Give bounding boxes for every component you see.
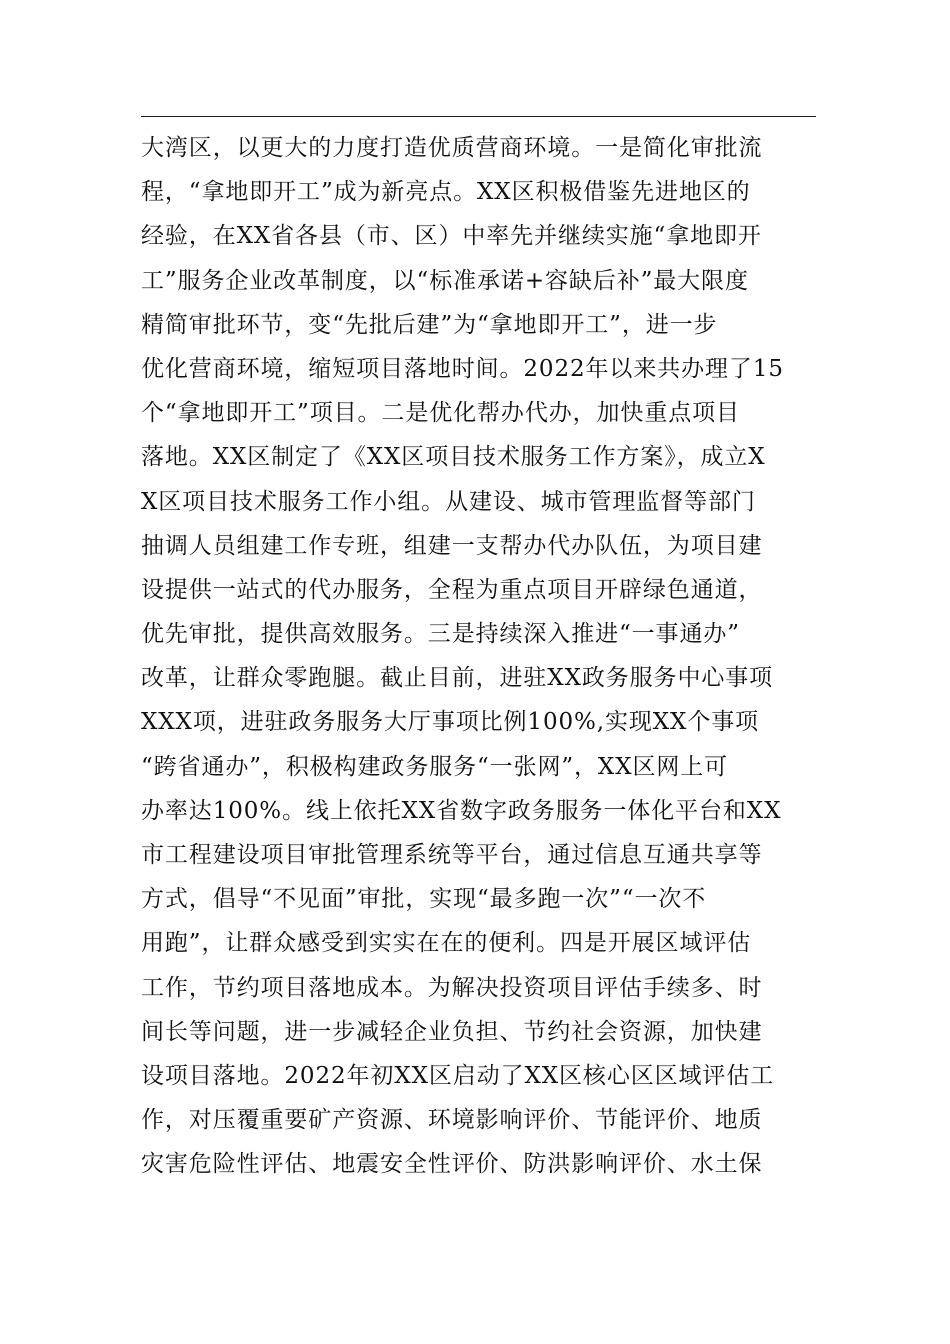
text-line: 办率达100%。线上依托XX省数字政务服务一体化平台和XX (141, 797, 782, 824)
text-line: 间长等问题，进一步减轻企业负担、节约社会资源，加快建 (141, 1018, 763, 1045)
body-text (141, 126, 831, 1187)
text-line: 精简审批环节，变“先批后建”为“拿地即开工”，进一步 (141, 311, 718, 338)
text-line: 市工程建设项目审批管理系统等平台，通过信息互通共享等 (141, 842, 763, 868)
text-line: 灾害危险性评估、地震安全性评价、防洪影响评价、水土保 (141, 1151, 763, 1178)
text-line: 用跑”，让群众感受到实实在在的便利。四是开展区域评估 (141, 930, 752, 957)
text-line: 设项目落地。2022年初XX区启动了XX区核心区区域评估工 (141, 1062, 775, 1089)
text-line: X区项目技术服务工作小组。从建设、城市管理监督等部门 (141, 488, 756, 515)
text-line: 经验，在XX省各县（市、区）中率先并继续实施“拿地即开 (141, 223, 762, 250)
text-line: 大湾区，以更大的力度打造优质营商环境。一是简化审批流 (141, 135, 763, 161)
text-line: 工”服务企业改革制度，以“标准承诺+容缺后补”最大限度 (141, 267, 749, 294)
text-line: 作，对压覆重要矿产资源、环境影响评价、节能评价、地质 (141, 1107, 763, 1134)
text-line: XXX项，进驻政务服务大厅事项比例100%,实现XX个事项 (141, 709, 760, 736)
text-line: 方式，倡导“不见面”审批，实现“最多跑一次”“一次不 (141, 886, 707, 913)
text-line: 设提供一站式的代办服务，全程为重点项目开辟绿色通道， (141, 576, 763, 603)
text-line: 个“拿地即开工”项目。二是优化帮办代办，加快重点项目 (141, 400, 740, 427)
text-line: 程，“拿地即开工”成为新亮点。XX区积极借鉴先进地区的 (141, 179, 751, 206)
text-line: 优先审批，提供高效服务。三是持续深入推进“一事通办” (141, 621, 740, 648)
text-line: “跨省通办”，积极构建政务服务“一张网”，XX区网上可 (141, 753, 729, 780)
text-line: 落地。XX区制定了《XX区项目技术服务工作方案》，成立X (141, 444, 766, 471)
text-line: 改革，让群众零跑腿。截止目前，进驻XX政务服务中心事项 (141, 665, 774, 692)
text-line: 优化营商环境，缩短项目落地时间。2022年以来共办理了15 (141, 355, 784, 382)
text-line: 抽调人员组建工作专班，组建一支帮办代办队伍，为项目建 (141, 532, 763, 559)
header-rule (141, 116, 816, 117)
text-line: 工作，节约项目落地成本。为解决投资项目评估手续多、时 (141, 974, 763, 1001)
